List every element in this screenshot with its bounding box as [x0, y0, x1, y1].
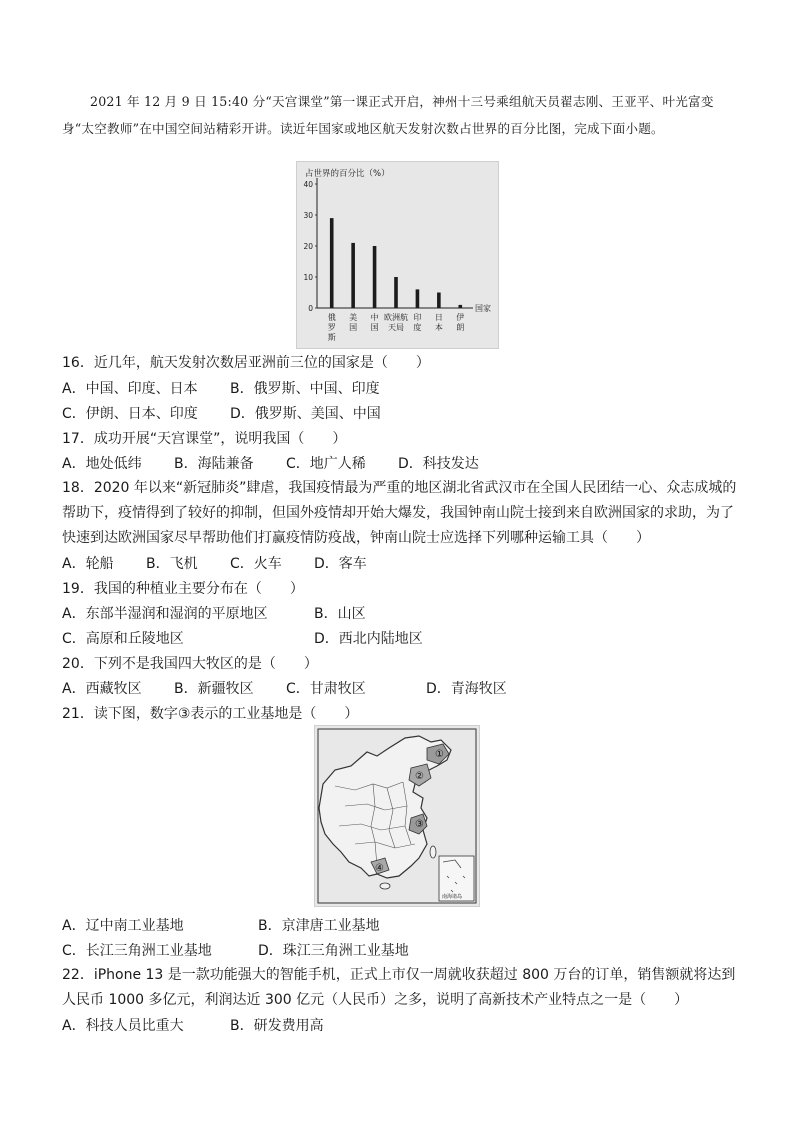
- q18-option-b[interactable]: B．飞机: [146, 556, 198, 572]
- q16-option-b[interactable]: B．俄罗斯、中国、印度: [230, 381, 380, 397]
- q17-option-a[interactable]: A．地处低纬: [62, 456, 142, 472]
- q16-option-c[interactable]: C．伊朗、日本、印度: [62, 406, 198, 422]
- q16-option-a[interactable]: A．中国、印度、日本: [62, 381, 198, 397]
- q17-stem: 17．成功开展“天宫课堂”，说明我国（ ）: [62, 431, 347, 447]
- chart-y-tick-label: 20: [303, 242, 313, 251]
- inset-label: 南海诸岛: [442, 894, 463, 900]
- chart-x-tick-label: 朗: [456, 323, 465, 332]
- q16-stem: 16．近几年，航天发射次数居亚洲前三位的国家是（ ）: [62, 355, 430, 371]
- industrial-base-map: [314, 725, 480, 907]
- chart-svg: [297, 162, 498, 348]
- q21-option-d[interactable]: D．珠江三角洲工业基地: [258, 943, 409, 959]
- chart-bar: [437, 293, 441, 309]
- chart-x-tick-label: 斯: [327, 333, 336, 342]
- q21-option-b[interactable]: B．京津唐工业基地: [258, 918, 380, 934]
- chart-bar: [373, 246, 377, 308]
- chart-y-tick-label: 30: [303, 211, 313, 220]
- chart-x-tick-label: 伊: [456, 313, 465, 322]
- q18-option-c[interactable]: C．火车: [230, 556, 282, 572]
- q21-option-c[interactable]: C．长江三角洲工业基地: [62, 943, 212, 959]
- chart-bar: [351, 243, 355, 308]
- chart-x-tick-label: 本: [434, 323, 443, 332]
- chart-y-tick-label: 40: [303, 180, 313, 189]
- marker-3: ③: [415, 819, 424, 830]
- q20-stem: 20．下列不是我国四大牧区的是（ ）: [62, 656, 318, 672]
- q17-option-c[interactable]: C．地广人稀: [286, 456, 366, 472]
- q19-stem: 19．我国的种植业主要分布在（ ）: [62, 581, 304, 597]
- marker-1: ①: [435, 749, 444, 760]
- chart-x-tick-label: 度: [413, 323, 422, 332]
- q18-option-a[interactable]: A．轮船: [62, 556, 114, 572]
- chart-bar: [330, 218, 334, 308]
- marker-2: ②: [415, 771, 424, 782]
- q18-option-d[interactable]: D．客车: [314, 556, 367, 572]
- hainan-island: [380, 883, 390, 889]
- chart-x-tick-label: 日: [434, 313, 443, 322]
- q19-option-a[interactable]: A．东部半湿润和湿润的平原地区: [62, 606, 268, 622]
- q17-option-b[interactable]: B．海陆兼备: [174, 456, 254, 472]
- chart-bar: [416, 289, 420, 308]
- map-svg: [315, 726, 479, 906]
- q16-option-d[interactable]: D．俄罗斯、美国、中国: [230, 406, 381, 422]
- q18-stem: 18．2020 年以来“新冠肺炎”肆虐，我国疫情最为严重的地区湖北省武汉市在全国人民团结一心、众志成城的帮助下，疫情得到了较好的抑制，但国外疫情却开始大爆发，我国钟南山院士接到来自欧洲国家的求助，为了快速到达欧洲国家尽早帮助他们打赢疫情防疫战，钟南山院士应选择下列哪种运输工具（ ）: [62, 480, 737, 546]
- q19-option-d[interactable]: D．西北内陆地区: [314, 631, 423, 647]
- q20-option-a[interactable]: A．西藏牧区: [62, 681, 142, 697]
- chart-x-tick-label: 美: [349, 313, 358, 322]
- chart-y-tick-label: 0: [308, 304, 313, 313]
- chart-bar: [458, 305, 462, 308]
- chart-x-tick-label: 欧洲航: [384, 313, 408, 322]
- q17-option-d[interactable]: D．科技发达: [398, 456, 479, 472]
- marker-4: ④: [375, 863, 384, 874]
- chart-x-tick-label: 俄: [327, 313, 336, 322]
- chart-x-tick-label: 国: [349, 323, 358, 332]
- chart-bars: [330, 218, 462, 308]
- chart-x-axis-label: 国家: [475, 304, 491, 313]
- q22-option-a[interactable]: A．科技人员比重大: [62, 1018, 184, 1034]
- taiwan-island: [430, 846, 436, 858]
- q22-stem: 22．iPhone 13 是一款功能强大的智能手机，正式上市仅一周就收获超过 800 万台的订单，销售额就将达到人民币 1000 多亿元，利润达近 300 亿元（人民币）之多，说明了高新技术产业特点之一是（ ）: [62, 967, 736, 1008]
- chart-x-tick-label: 天局: [388, 323, 404, 332]
- q19-option-c[interactable]: C．高原和丘陵地区: [62, 631, 184, 647]
- chart-y-tick-label: 10: [303, 273, 313, 282]
- q21-option-a[interactable]: A．辽中南工业基地: [62, 918, 184, 934]
- launch-share-chart: [296, 161, 499, 349]
- q21-stem: 21．读下图，数字③表示的工业基地是（ ）: [62, 706, 359, 722]
- chart-x-labels: [328, 312, 465, 342]
- chart-x-tick-label: 罗: [327, 323, 336, 332]
- intro-paragraph: 2021 年 12 月 9 日 15:40 分“天宫课堂”第一课正式开启，神州十三号乘组航天员翟志刚、王亚平、叶光富变身“太空教师”在中国空间站精彩开讲。读近年国家或地区航天发射次数占世界的百分比图，完成下面小题。: [62, 94, 714, 136]
- chart-x-tick-label: 中: [370, 313, 379, 322]
- q20-option-b[interactable]: B．新疆牧区: [174, 681, 254, 697]
- chart-bar: [394, 277, 398, 308]
- chart-x-tick-label: 印: [413, 313, 422, 322]
- q19-option-b[interactable]: B．山区: [314, 606, 366, 622]
- q20-option-c[interactable]: C．甘肃牧区: [286, 681, 366, 697]
- chart-axes: [303, 178, 473, 313]
- q22-option-b[interactable]: B．研发费用高: [230, 1018, 324, 1034]
- chart-title: 占世界的百分比（%）: [305, 169, 390, 179]
- chart-x-tick-label: 国: [370, 323, 379, 332]
- q20-option-d[interactable]: D．青海牧区: [426, 681, 507, 697]
